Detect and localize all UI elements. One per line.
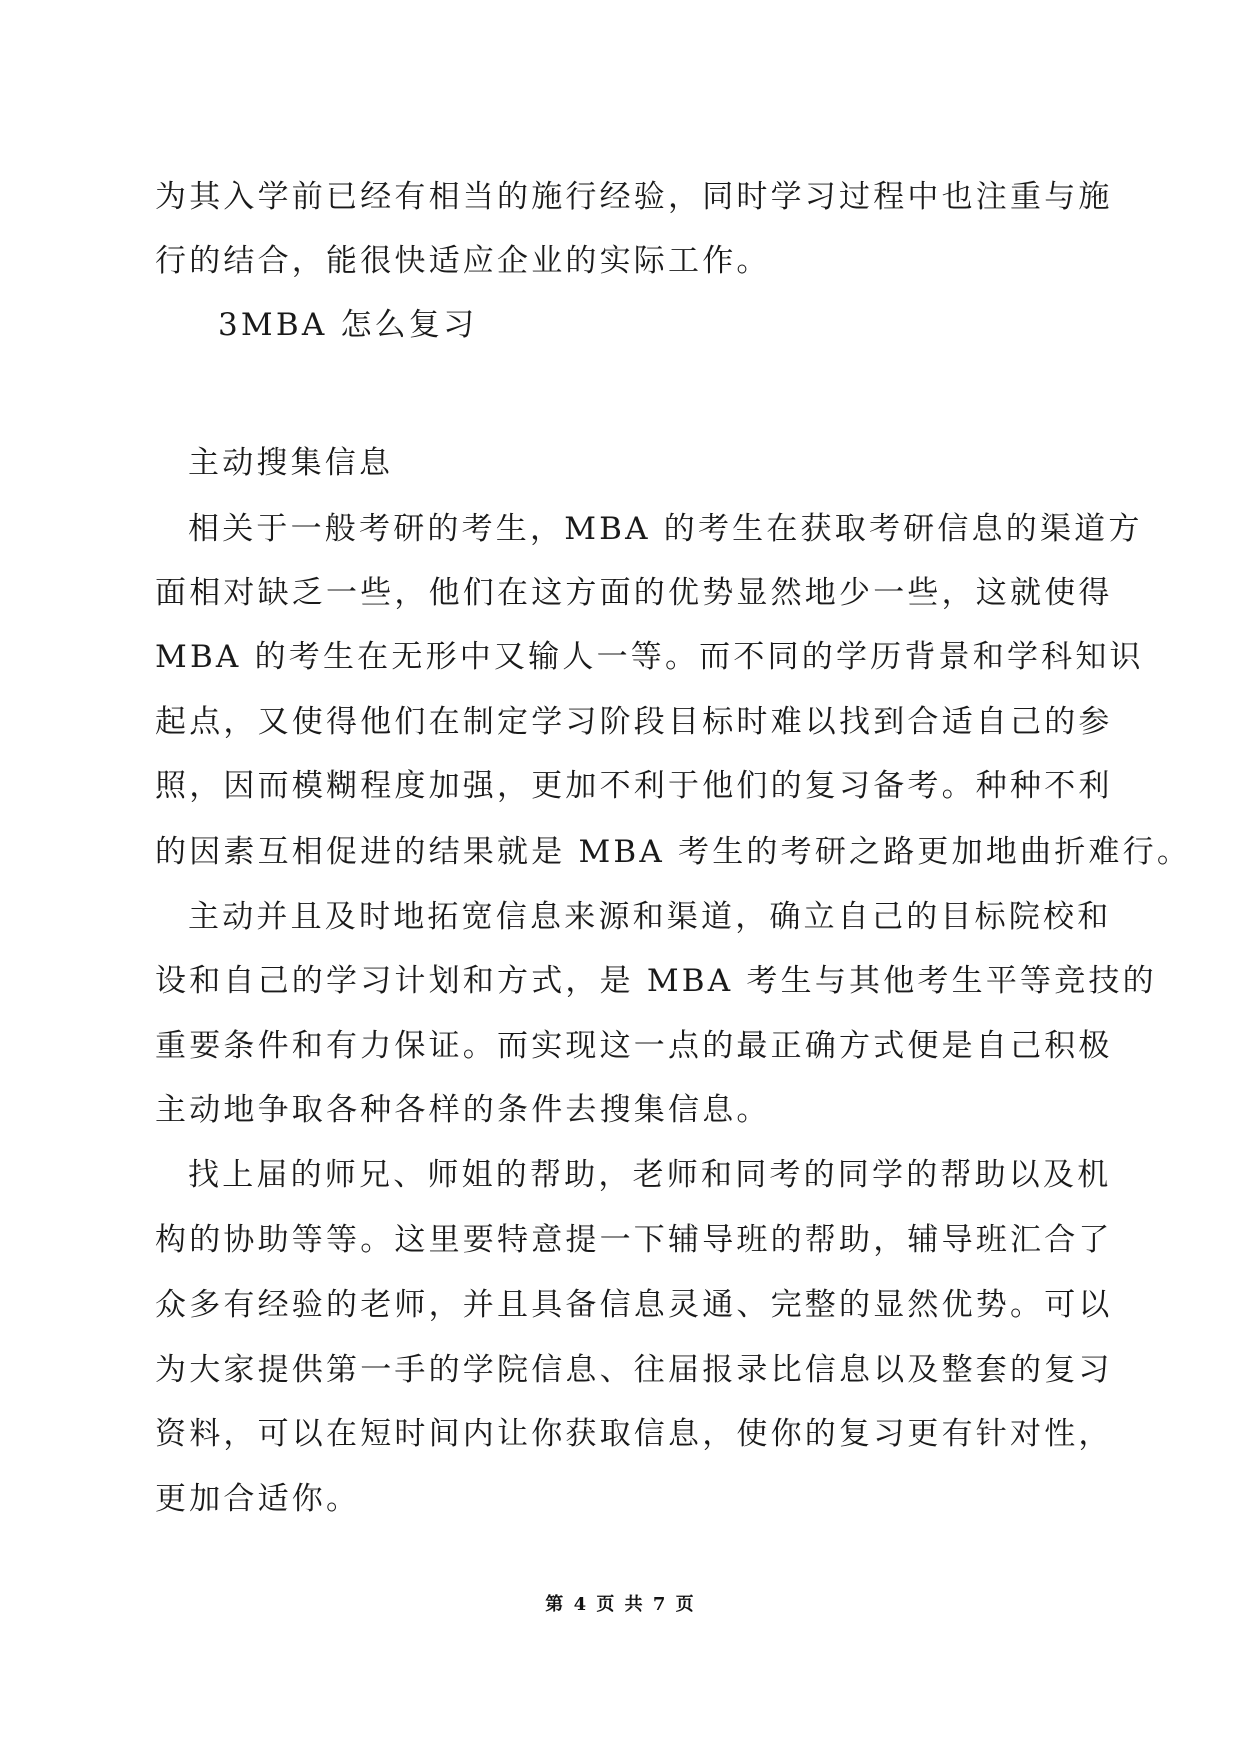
- paragraph-line: 的因素互相促进的结果就是 MBA 考生的考研之路更加地曲折难行。: [155, 834, 1192, 870]
- paragraph-line: 设和自己的学习计划和方式，是 MBA 考生与其他考生平等竞技的: [155, 963, 1157, 999]
- paragraph-line: MBA 的考生在无形中又输人一等。而不同的学历背景和学科知识: [155, 639, 1144, 675]
- paragraph-line: 构的协助等等。这里要特意提一下辅导班的帮助，辅导班汇合了: [155, 1222, 1113, 1258]
- paragraph-line: 更加合适你。: [155, 1481, 361, 1517]
- paragraph-line: 找上届的师兄、师姐的帮助，老师和同考的同学的帮助以及机: [188, 1157, 1112, 1193]
- paragraph-line: 为其入学前已经有相当的施行经验，同时学习过程中也注重与施: [155, 179, 1113, 215]
- paragraph-line: 资料，可以在短时间内让你获取信息，使你的复习更有针对性，: [155, 1416, 1113, 1452]
- paragraph-line: 相关于一般考研的考生，MBA 的考生在获取考研信息的渠道方: [188, 511, 1143, 547]
- paragraph-line: 行的结合，能很快适应企业的实际工作。: [155, 243, 771, 279]
- paragraph-line: 照，因而模糊程度加强，更加不利于他们的复习备考。种种不利: [155, 768, 1113, 804]
- paragraph-line: 主动地争取各种各样的条件去搜集信息。: [155, 1092, 771, 1128]
- subheading: 主动搜集信息: [188, 445, 394, 481]
- paragraph-line: 主动并且及时地拓宽信息来源和渠道，确立自己的目标院校和: [188, 899, 1112, 935]
- paragraph-line: 起点，又使得他们在制定学习阶段目标时难以找到合适自己的参: [155, 704, 1113, 740]
- page-number-footer: 第 4 页 共 7 页: [545, 1594, 696, 1615]
- paragraph-line: 众多有经验的老师，并且具备信息灵通、完整的显然优势。可以: [155, 1287, 1113, 1323]
- paragraph-line: 面相对缺乏一些，他们在这方面的优势显然地少一些，这就使得: [155, 575, 1113, 611]
- section-heading: 3MBA 怎么复习: [218, 307, 478, 343]
- paragraph-line: 为大家提供第一手的学院信息、往届报录比信息以及整套的复习: [155, 1352, 1113, 1388]
- paragraph-line: 重要条件和有力保证。而实现这一点的最正确方式便是自己积极: [155, 1028, 1113, 1064]
